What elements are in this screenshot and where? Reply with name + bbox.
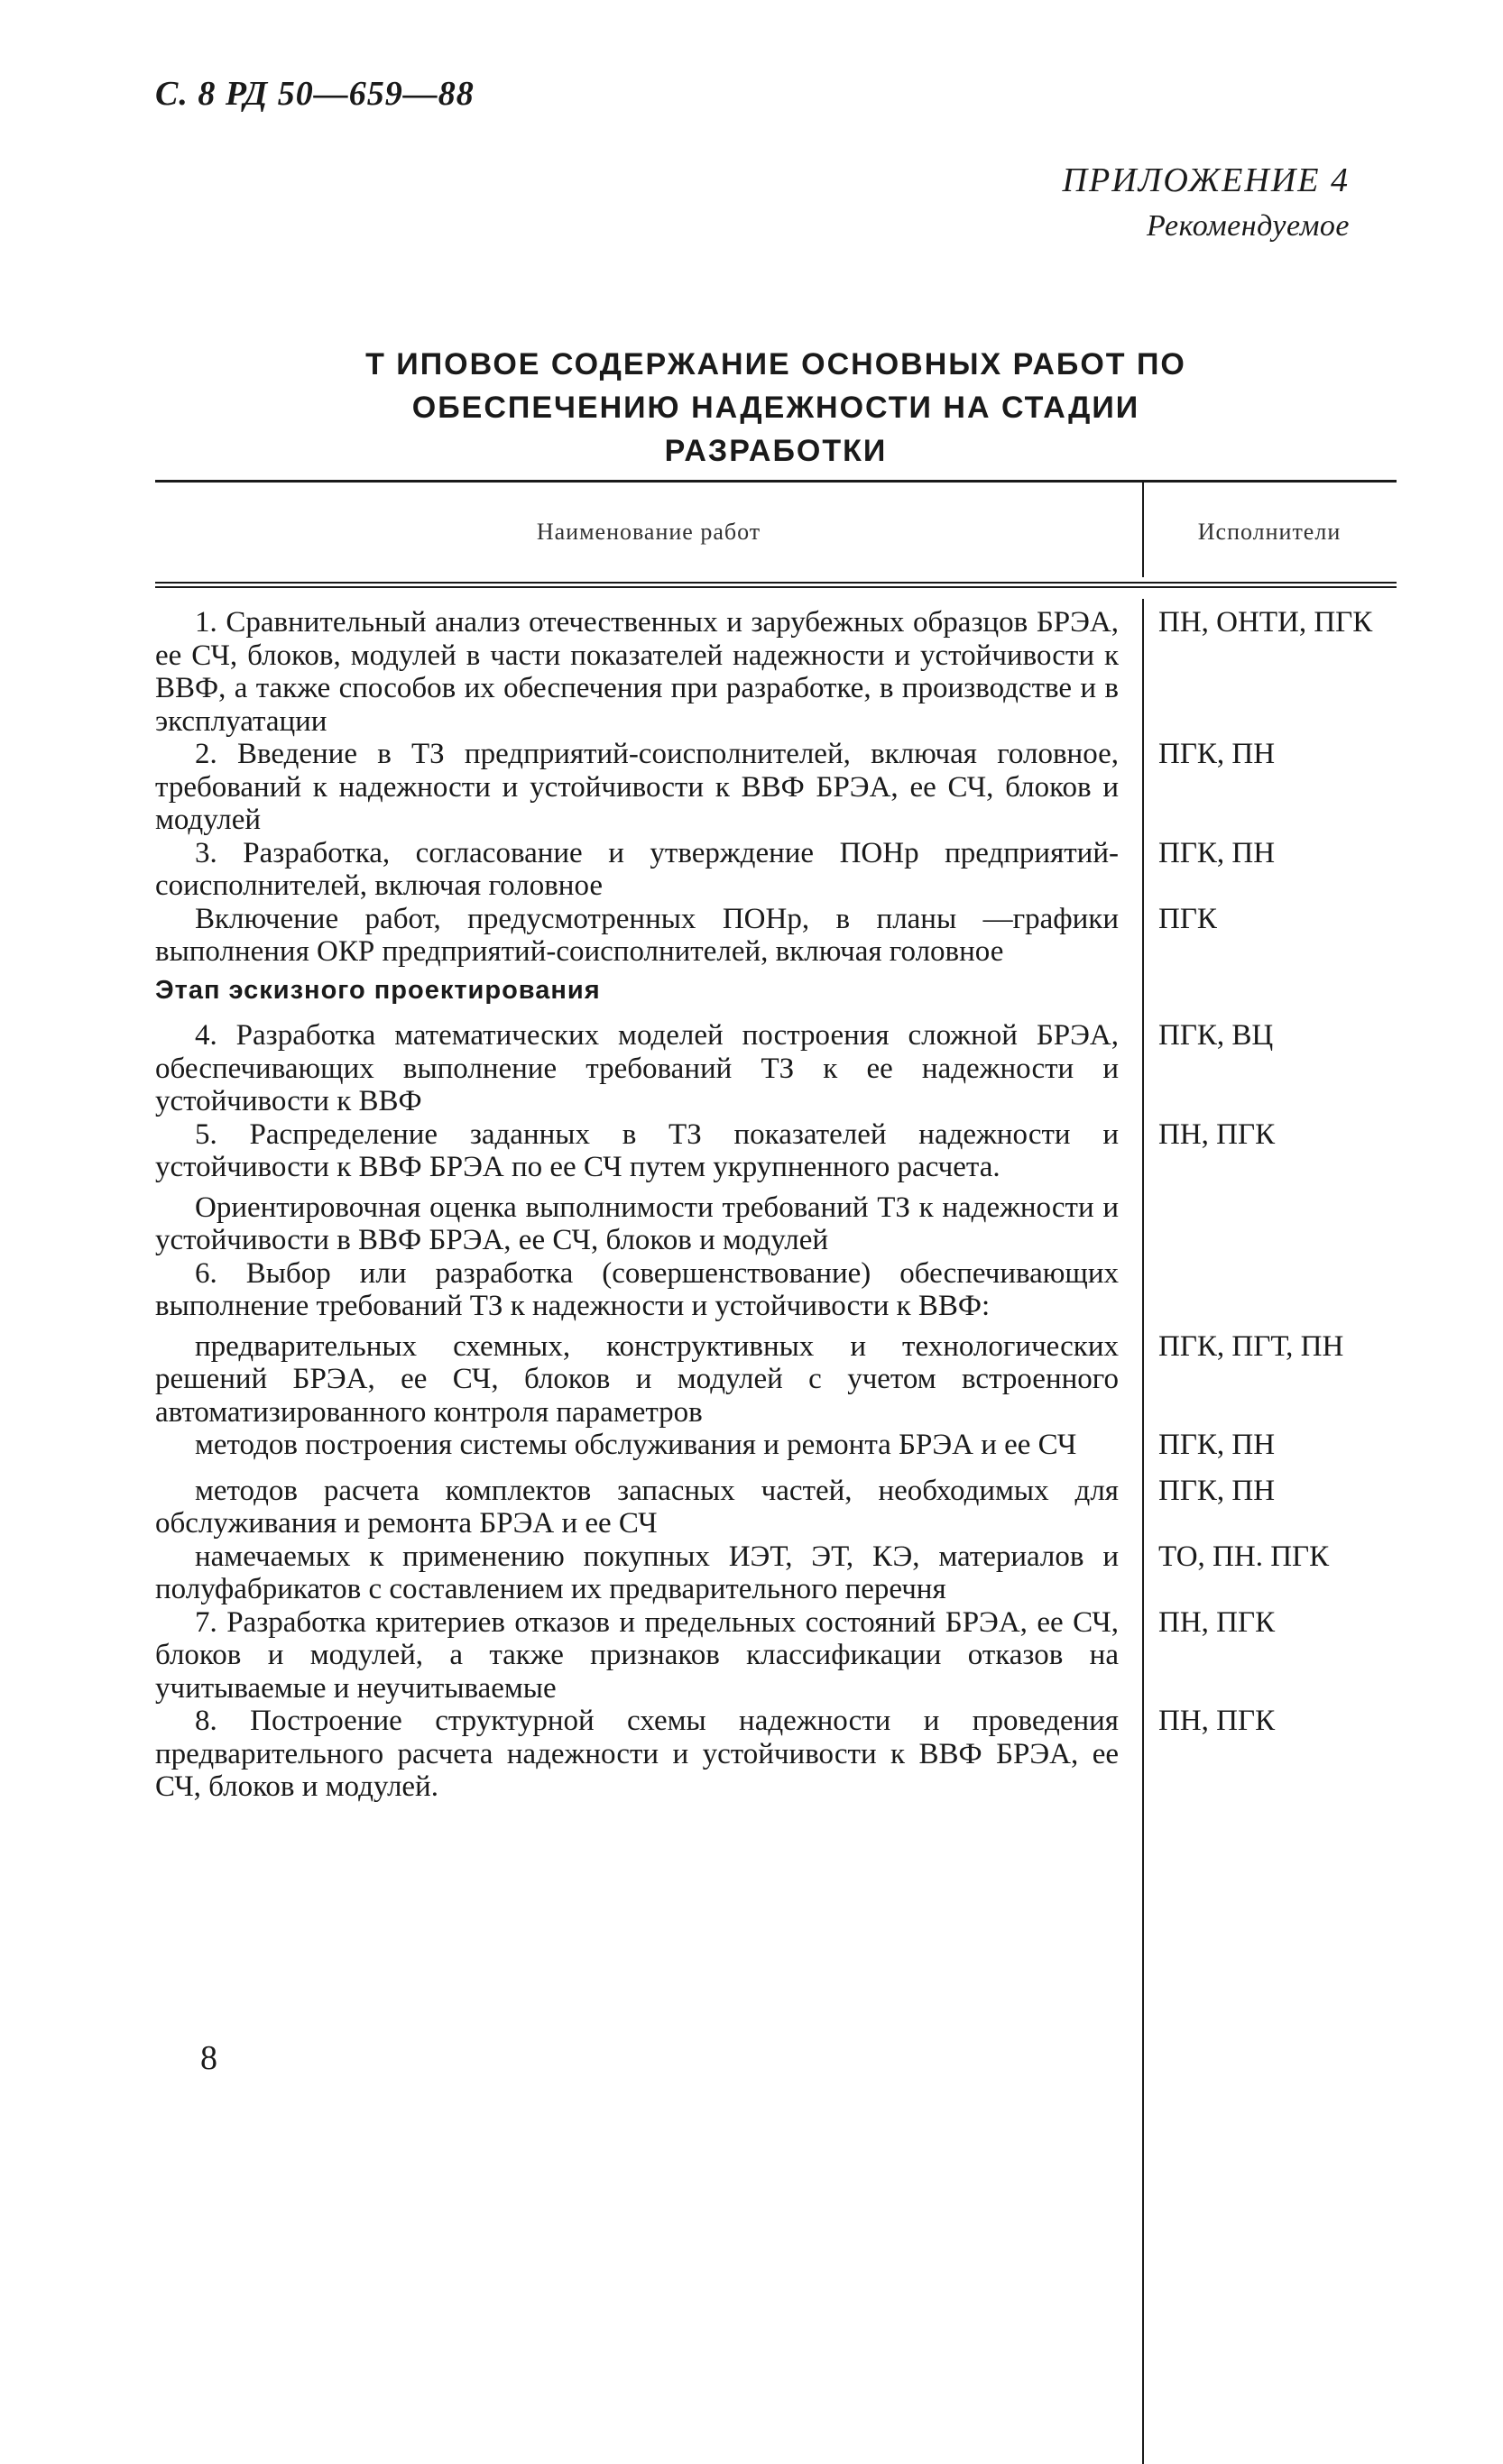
executor-cell: ПН, ОНТИ, ПГК [1158,606,1373,639]
table-row [155,1191,1397,1257]
title-line-3: РАЗРАБОТКИ [664,434,888,468]
work-cell: методов расчета комплектов запасных частей, необходимых для обслуживания и ремонта БРЭА и ее СЧ [155,1474,1119,1540]
table-header-row [155,483,1397,582]
work-cell: 4. Разработка математических моделей построения сложной БРЭА, обеспечивающих выполнение требований ТЗ к ее надежности и устойчивости к ВВФ [155,1019,1119,1117]
executor-cell [1119,1191,1397,1257]
work-cell: 1. Сравнительный анализ отечественных и зарубежных образцов БРЭА, ее СЧ, блоков, модулей в части показателей надежности и устойчивости к ВВФ, а также способов их обеспечения при разработке, в производстве и в эксплуатации [155,606,1119,738]
executor-cell: ПГК, ПН [1158,1474,1276,1507]
appendix-block [1063,161,1350,244]
column-header-executors: Исполнители [1197,519,1342,545]
work-cell: намечаемых к применению покупных ИЭТ, ЭТ, КЭ, материалов и полуфабрикатов с составлением их предварительного перечня [155,1540,1119,1605]
table-row [155,1330,1397,1430]
table-header-rule [155,582,1397,588]
work-cell: 5. Распределение заданных в ТЗ показателей надежности и устойчивости к ВВФ БРЭА по ее СЧ путем укрупненного расчета. [155,1117,1119,1183]
table-row [155,903,1397,969]
document-title [155,343,1397,473]
table-row [155,1705,1397,1804]
table-body [155,606,1397,1804]
column-header-work: Наименование работ [536,519,761,545]
table-row [155,1429,1397,1462]
section-heading-row [155,969,1397,1020]
executor-cell: ПГК, ПН [1158,738,1276,770]
appendix-label: ПРИЛОЖЕНИЕ 4 [1062,161,1350,199]
table-row [155,837,1397,903]
work-cell: Ориентировочная оценка выполнимости требований ТЗ к надежности и устойчивости в ВВФ БРЭА, ее СЧ, блоков и модулей [155,1191,1119,1256]
table-row [155,1475,1397,1540]
executor-cell: ПГК, ВЦ [1158,1019,1274,1052]
work-cell: 8. Построение структурной схемы надежности и проведения предварительного расчета надежности и устойчивости к ВВФ БРЭА, ее СЧ, блоков и модулей. [155,1705,1119,1803]
work-cell: 6. Выбор или разработка (совершенствование) обеспечивающих выполнение требований ТЗ к надежности и устойчивости к ВВФ: [155,1256,1119,1322]
table-row [155,1540,1397,1606]
work-cell: 3. Разработка, согласование и утверждение ПОНр предприятий-соисполнителей, включая головное [155,836,1119,902]
section-heading: Этап эскизного проектирования [155,975,601,1005]
executor-cell: ТО, ПН. ПГК [1158,1540,1330,1573]
work-cell: методов построения системы обслуживания и ремонта БРЭА и ее СЧ [195,1429,1077,1461]
title-line-2: ОБЕСПЕЧЕНИЮ НАДЕЖНОСТИ НА СТАДИИ [411,391,1140,425]
table-row [155,1606,1397,1705]
work-cell: предварительных схемных, конструктивных и технологических решений БРЭА, ее СЧ, блоков и модулей с учетом встроенного автоматизированного контроля параметров [155,1329,1119,1429]
document-code: С. 8 РД 50—659—88 [155,75,475,113]
work-cell: 7. Разработка критериев отказов и предельных состояний БРЭА, ее СЧ, блоков и модулей, а также признаков классификации отказов на учитываемые и неучитываемые [155,1605,1119,1705]
work-cell: Включение работ, предусмотренных ПОНр, в планы —графики выполнения ОКР предприятий-соисполнителей, включая головное [155,902,1119,968]
executor-cell: ПН, ПГК [1158,1117,1276,1151]
page-number: 8 [200,2039,217,2077]
table-row [155,1257,1397,1323]
work-cell: 2. Введение в ТЗ предприятий-соисполнителей, включая головное, требований к надежности и устойчивости к ВВФ БРЭА, ее СЧ, блоков и модулей [155,738,1119,836]
executor-cell [1119,1257,1397,1323]
executor-cell: ПГК [1158,902,1217,935]
executor-cell: ПН, ПГК [1158,1605,1276,1639]
executor-cell: ПГК, ПН [1158,836,1276,869]
table-row [155,606,1397,738]
appendix-status: Рекомендуемое [1147,209,1350,243]
column-divider [1142,480,1144,577]
executor-cell: ПГК, ПН [1158,1429,1276,1461]
executor-cell: ПН, ПГК [1158,1705,1276,1737]
title-line-1: Т ИПОВОЕ СОДЕРЖАНИЕ ОСНОВНЫХ РАБОТ ПО [365,347,1186,382]
works-table [155,480,1397,1803]
table-row [155,1019,1397,1118]
executor-cell: ПГК, ПГТ, ПН [1158,1329,1344,1363]
table-row [155,1118,1397,1184]
table-row [155,738,1397,837]
